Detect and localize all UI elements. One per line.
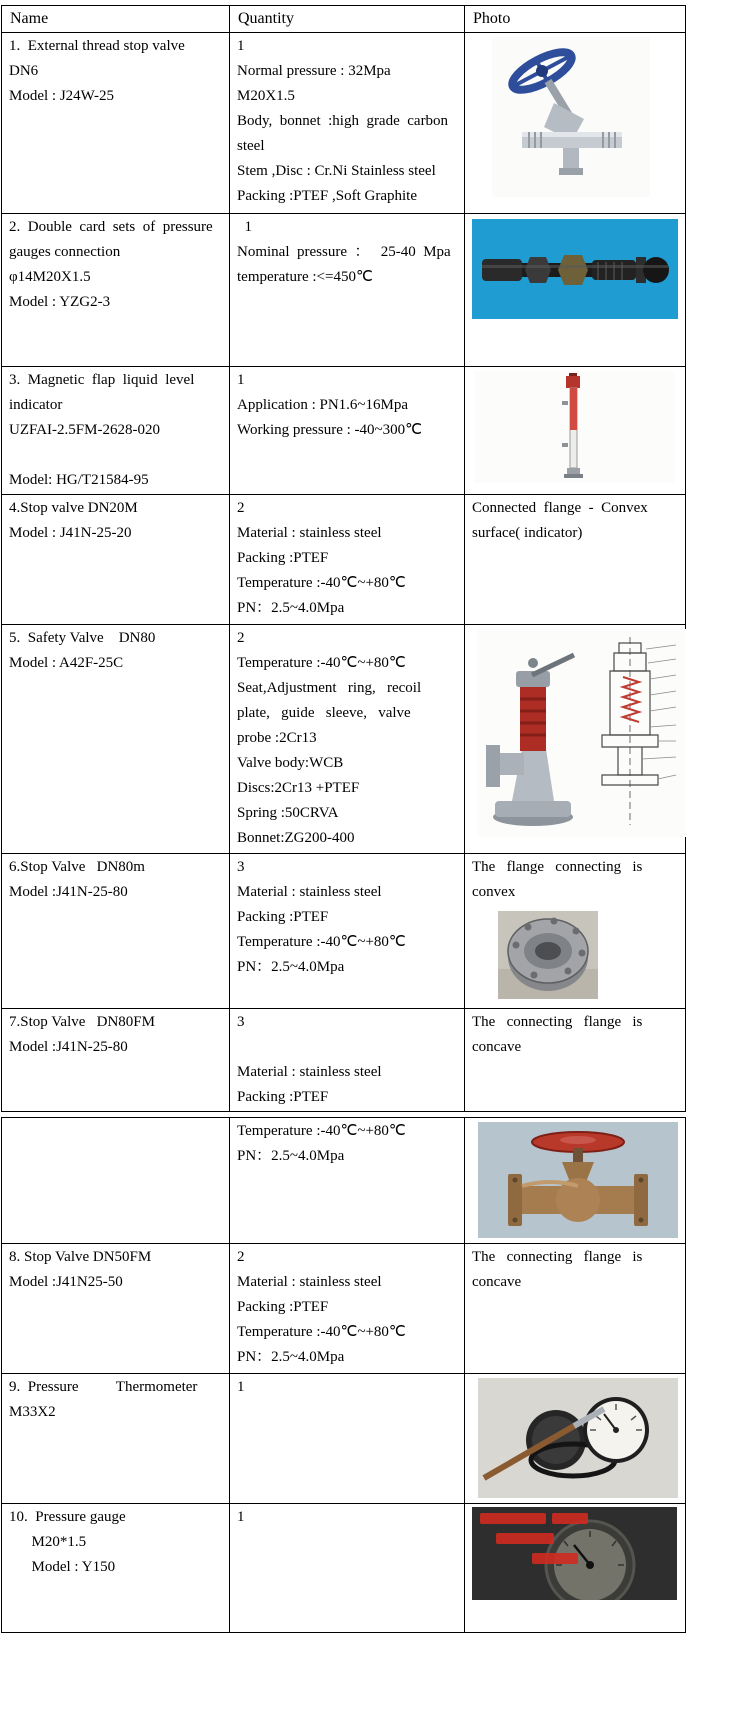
table-cell — [230, 367, 465, 495]
cell-line: indicator — [9, 397, 63, 413]
cell-line: The flange connecting is — [472, 859, 643, 875]
table-cell — [230, 1244, 465, 1374]
table-row — [2, 33, 686, 214]
table-cell — [465, 625, 686, 854]
stop-valve-photo — [492, 37, 678, 197]
cell-line: Temperature :-40℃~+80℃ — [237, 575, 406, 591]
cell-line: Connected flange - Convex — [472, 500, 648, 516]
table-cell — [230, 1374, 465, 1504]
cell-line: 5. Safety Valve DN80 — [9, 630, 156, 646]
cell-line: The connecting flange is — [472, 1249, 643, 1265]
table-row — [2, 1118, 686, 1244]
cell-line: Material : stainless steel — [237, 1064, 382, 1080]
table-cell — [2, 214, 230, 367]
cell-line: 3 — [237, 1014, 245, 1030]
table-cell — [465, 854, 686, 1009]
cell-line: Working pressure : -40~300℃ — [237, 422, 422, 438]
cell-line: Model : Y150 — [9, 1559, 116, 1575]
cell-line: Model: HG/T21584-95 — [9, 472, 149, 488]
cell-line: Material : stainless steel — [237, 525, 382, 541]
cell-line: 7.Stop Valve DN80FM — [9, 1014, 155, 1030]
table-cell — [2, 854, 230, 1009]
cell-line — [9, 443, 222, 468]
product-table — [1, 5, 686, 1633]
table-cell — [230, 214, 465, 367]
cell-line: probe :2Cr13 — [237, 730, 317, 746]
cell-line: 1. External thread stop valve — [9, 38, 185, 54]
cell-line: 3 — [237, 859, 245, 875]
cell-line: Model :J41N-25-80 — [9, 884, 128, 900]
cell-line: steel — [237, 138, 265, 154]
cell-line: temperature :<=450℃ — [237, 269, 373, 285]
table-row — [2, 367, 686, 495]
table-cell — [465, 1504, 686, 1633]
cell-line: Material : stainless steel — [237, 884, 382, 900]
header-name: Name — [2, 6, 230, 33]
cell-line: Packing :PTEF — [237, 909, 329, 925]
cell-line: Packing :PTEF ,Soft Graphite — [237, 188, 417, 204]
table-cell — [230, 854, 465, 1009]
cell-line: Packing :PTEF — [237, 550, 329, 566]
header-quantity: Quantity — [230, 6, 465, 33]
cell-line: Bonnet:ZG200-400 — [237, 830, 355, 846]
cell-line: UZFAI-2.5FM-2628-020 — [9, 422, 160, 438]
cell-line: surface( indicator) — [472, 525, 583, 541]
cell-line: concave — [472, 1274, 522, 1290]
table-row — [2, 495, 686, 625]
table-row — [2, 1244, 686, 1374]
cell-line: 3. Magnetic flap liquid level — [9, 372, 195, 388]
cell-line: Model : A42F-25C — [9, 655, 124, 671]
table-body — [2, 33, 686, 1633]
table-cell — [2, 33, 230, 214]
table-cell — [465, 367, 686, 495]
cell-line: 9. Pressure Thermometer — [9, 1379, 198, 1395]
cell-line: DN6 — [9, 63, 39, 79]
cell-line: Discs:2Cr13 +PTEF — [237, 780, 360, 796]
cell-line: M33X2 — [9, 1404, 56, 1420]
table-cell — [2, 1374, 230, 1504]
cell-line: 2. Double card sets of pressure — [9, 219, 213, 235]
cell-line: Temperature :-40℃~+80℃ — [237, 1123, 406, 1139]
table-cell — [2, 495, 230, 625]
table-cell — [465, 1009, 686, 1112]
cell-line: Temperature :-40℃~+80℃ — [237, 655, 406, 671]
table-cell — [465, 1118, 686, 1244]
flange-photo — [498, 911, 678, 999]
table-cell — [2, 367, 230, 495]
cell-line: The connecting flange is — [472, 1014, 643, 1030]
cell-line: Packing :PTEF — [237, 1299, 329, 1315]
cell-line: 4.Stop valve DN20M — [9, 500, 138, 516]
gauge-connection-photo — [472, 219, 678, 319]
cell-line: PN：2.5~4.0Mpa — [237, 1148, 345, 1164]
table-cell — [2, 1244, 230, 1374]
header-photo: Photo — [465, 6, 686, 33]
cell-line: 1 — [237, 1509, 245, 1525]
table-cell — [2, 1118, 230, 1244]
table-cell — [2, 1504, 230, 1633]
cell-line: Model : J41N-25-20 — [9, 525, 132, 541]
cell-line: PN：2.5~4.0Mpa — [237, 600, 345, 616]
cell-line: 2 — [237, 1249, 245, 1265]
table-row — [2, 854, 686, 1009]
table-cell — [230, 495, 465, 625]
table-cell — [465, 1244, 686, 1374]
cell-line: M20*1.5 — [9, 1534, 87, 1550]
cell-line: Model : YZG2-3 — [9, 294, 111, 310]
cell-line: Temperature :-40℃~+80℃ — [237, 934, 406, 950]
table-cell — [230, 1009, 465, 1112]
header-row — [2, 6, 686, 33]
cell-line: 10. Pressure gauge — [9, 1509, 126, 1525]
cell-line: Normal pressure : 32Mpa — [237, 63, 391, 79]
cell-line — [237, 1035, 457, 1060]
cell-line: convex — [472, 884, 516, 900]
table-row — [2, 1009, 686, 1112]
cell-line: Packing :PTEF — [237, 1089, 329, 1105]
cell-line: 1 — [237, 372, 245, 388]
table-cell — [2, 1009, 230, 1112]
table-cell — [465, 495, 686, 625]
cell-line: Model :J41N-25-80 — [9, 1039, 128, 1055]
cell-line: Material : stainless steel — [237, 1274, 382, 1290]
table-cell — [465, 1374, 686, 1504]
table-row — [2, 214, 686, 367]
cell-line: Body, bonnet :high grade carbon — [237, 113, 449, 129]
cell-line: 8. Stop Valve DN50FM — [9, 1249, 152, 1265]
cell-line: Application : PN1.6~16Mpa — [237, 397, 409, 413]
cell-line: Nominal pressure ： 25-40 Mpa — [237, 244, 451, 260]
table-cell — [230, 625, 465, 854]
cell-line: 1 — [237, 219, 252, 235]
cell-line: PN：2.5~4.0Mpa — [237, 959, 345, 975]
table-cell — [465, 214, 686, 367]
pressure-gauge-photo — [472, 1507, 678, 1600]
cell-line: 2 — [237, 630, 245, 646]
table-cell — [230, 1118, 465, 1244]
cell-line: Model : J24W-25 — [9, 88, 114, 104]
thermometer-photo — [478, 1378, 678, 1498]
table-cell — [465, 33, 686, 214]
cell-line: gauges connection — [9, 244, 121, 260]
cell-line: 1 — [237, 1379, 245, 1395]
cell-line: Spring :50CRVA — [237, 805, 339, 821]
cell-line: Valve body:WCB — [237, 755, 344, 771]
cell-line: Temperature :-40℃~+80℃ — [237, 1324, 406, 1340]
cell-line: Model :J41N25-50 — [9, 1274, 123, 1290]
cell-line: Seat,Adjustment ring, recoil — [237, 680, 422, 696]
table-cell — [2, 625, 230, 854]
cell-line: φ14M20X1.5 — [9, 269, 91, 285]
table-row — [2, 625, 686, 854]
table-row — [2, 1374, 686, 1504]
safety-valve-photo — [478, 629, 678, 837]
cell-line: PN：2.5~4.0Mpa — [237, 1349, 345, 1365]
level-indicator-photo — [474, 371, 678, 483]
cell-line: 1 — [237, 38, 245, 54]
table-row — [2, 1504, 686, 1633]
globe-valve-photo — [478, 1122, 678, 1238]
cell-line: M20X1.5 — [237, 88, 295, 104]
cell-line: Stem ,Disc : Cr.Ni Stainless steel — [237, 163, 436, 179]
table-cell — [230, 33, 465, 214]
cell-line: 6.Stop Valve DN80m — [9, 859, 145, 875]
cell-line: 2 — [237, 500, 245, 516]
cell-line: concave — [472, 1039, 522, 1055]
cell-line: plate, guide sleeve, valve — [237, 705, 411, 721]
table-cell — [230, 1504, 465, 1633]
